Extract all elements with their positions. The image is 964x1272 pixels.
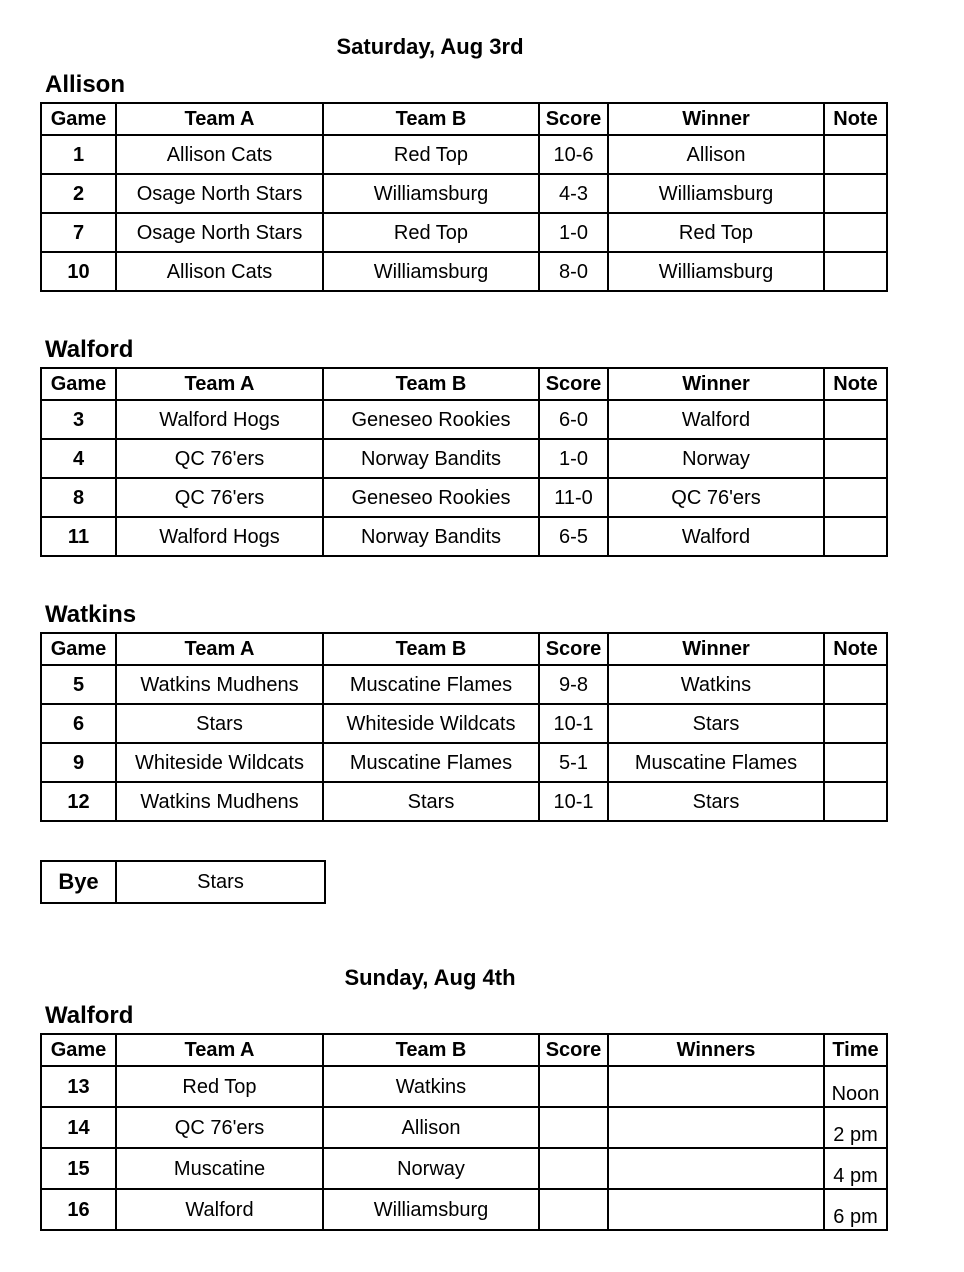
column-header: Note: [824, 103, 887, 135]
team-b-cell: Red Top: [323, 213, 539, 252]
table-row: [41, 400, 887, 439]
game-number-cell: 14: [41, 1107, 116, 1148]
team-a-cell: Watkins Mudhens: [116, 665, 323, 704]
game-number-cell: 4: [41, 439, 116, 478]
game-number-cell: 15: [41, 1148, 116, 1189]
game-number-cell: 1: [41, 135, 116, 174]
team-a-cell: QC 76'ers: [116, 1107, 323, 1148]
column-header: Team A: [116, 103, 323, 135]
score-cell: 1-0: [539, 439, 608, 478]
note-cell: [824, 478, 887, 517]
header-row: [41, 633, 887, 665]
winner-cell: Norway: [608, 439, 824, 478]
schedule-table-sunday: [40, 1033, 888, 1231]
score-cell: [539, 1189, 608, 1230]
site-title-watkins: Watkins: [45, 601, 137, 628]
team-b-cell: Williamsburg: [323, 252, 539, 291]
saturday-title: Saturday, Aug 3rd: [336, 34, 524, 59]
team-b-cell: Muscatine Flames: [323, 743, 539, 782]
game-number-cell: 12: [41, 782, 116, 821]
score-cell: 1-0: [539, 213, 608, 252]
table-row: [41, 517, 887, 556]
team-a-cell: Allison Cats: [116, 252, 323, 291]
table-row: [41, 1189, 887, 1230]
score-cell: 6-5: [539, 517, 608, 556]
table-row: [41, 174, 887, 213]
table-row: [41, 1107, 887, 1148]
note-cell: [824, 782, 887, 821]
table-row: [41, 743, 887, 782]
site-title-walford: Walford: [45, 336, 134, 363]
score-cell: [539, 1148, 608, 1189]
column-header: Team B: [323, 633, 539, 665]
team-b-cell: Stars: [323, 782, 539, 821]
game-number-cell: 16: [41, 1189, 116, 1230]
sunday-title: Sunday, Aug 4th: [344, 965, 516, 990]
header-row: [41, 1034, 887, 1066]
table-row: [41, 665, 887, 704]
score-cell: 5-1: [539, 743, 608, 782]
table-row: [41, 782, 887, 821]
column-header: Winner: [608, 633, 824, 665]
game-number-cell: 13: [41, 1066, 116, 1107]
game-number-cell: 3: [41, 400, 116, 439]
table-row: [41, 704, 887, 743]
column-header: Team A: [116, 368, 323, 400]
winner-cell: Red Top: [608, 213, 824, 252]
game-number-cell: 11: [41, 517, 116, 556]
table-row: [41, 252, 887, 291]
note-cell: [824, 400, 887, 439]
bye-table: [40, 860, 326, 904]
column-header: Score: [539, 1034, 608, 1066]
score-cell: 10-6: [539, 135, 608, 174]
schedule-table-watkins: [40, 632, 888, 822]
team-a-cell: Walford: [116, 1189, 323, 1230]
column-header: Score: [539, 103, 608, 135]
schedule-table-walford: [40, 367, 888, 557]
time-cell: Noon: [824, 1066, 887, 1107]
column-header: Winner: [608, 368, 824, 400]
column-header: Game: [41, 103, 116, 135]
winners-cell: [608, 1148, 824, 1189]
site-title-sunday-walford: Walford: [45, 1002, 134, 1029]
table-row: [41, 1066, 887, 1107]
time-cell: 6 pm: [824, 1189, 887, 1230]
game-number-cell: 2: [41, 174, 116, 213]
team-a-cell: Watkins Mudhens: [116, 782, 323, 821]
winner-cell: Williamsburg: [608, 174, 824, 213]
team-b-cell: Geneseo Rookies: [323, 400, 539, 439]
winner-cell: Williamsburg: [608, 252, 824, 291]
note-cell: [824, 252, 887, 291]
table-row: [41, 213, 887, 252]
bye-team: Stars: [116, 861, 325, 903]
column-header: Note: [824, 633, 887, 665]
score-cell: 6-0: [539, 400, 608, 439]
table-row: [41, 135, 887, 174]
column-header: Score: [539, 368, 608, 400]
note-cell: [824, 174, 887, 213]
time-cell: 2 pm: [824, 1107, 887, 1148]
team-b-cell: Muscatine Flames: [323, 665, 539, 704]
team-b-cell: Norway Bandits: [323, 439, 539, 478]
note-cell: [824, 743, 887, 782]
team-a-cell: Allison Cats: [116, 135, 323, 174]
team-a-cell: Red Top: [116, 1066, 323, 1107]
bye-label: Bye: [41, 861, 116, 903]
winner-cell: Stars: [608, 782, 824, 821]
team-a-cell: Osage North Stars: [116, 174, 323, 213]
column-header: Team B: [323, 1034, 539, 1066]
game-number-cell: 8: [41, 478, 116, 517]
note-cell: [824, 517, 887, 556]
team-a-cell: QC 76'ers: [116, 478, 323, 517]
team-a-cell: Walford Hogs: [116, 400, 323, 439]
team-b-cell: Geneseo Rookies: [323, 478, 539, 517]
winners-cell: [608, 1107, 824, 1148]
team-b-cell: Norway Bandits: [323, 517, 539, 556]
bye-row: [41, 861, 325, 903]
team-b-cell: Whiteside Wildcats: [323, 704, 539, 743]
table-row: [41, 439, 887, 478]
team-a-cell: Whiteside Wildcats: [116, 743, 323, 782]
table-row: [41, 1148, 887, 1189]
team-b-cell: Williamsburg: [323, 174, 539, 213]
game-number-cell: 5: [41, 665, 116, 704]
schedule-table-allison: [40, 102, 888, 292]
game-number-cell: 6: [41, 704, 116, 743]
game-number-cell: 10: [41, 252, 116, 291]
score-cell: 4-3: [539, 174, 608, 213]
score-cell: [539, 1107, 608, 1148]
note-cell: [824, 704, 887, 743]
score-cell: 9-8: [539, 665, 608, 704]
column-header: Time: [824, 1034, 887, 1066]
column-header: Winners: [608, 1034, 824, 1066]
note-cell: [824, 665, 887, 704]
header-row: [41, 103, 887, 135]
column-header: Winner: [608, 103, 824, 135]
column-header: Game: [41, 633, 116, 665]
column-header: Note: [824, 368, 887, 400]
winner-cell: QC 76'ers: [608, 478, 824, 517]
note-cell: [824, 135, 887, 174]
note-cell: [824, 213, 887, 252]
table-row: [41, 478, 887, 517]
score-cell: 8-0: [539, 252, 608, 291]
note-cell: [824, 439, 887, 478]
winners-cell: [608, 1189, 824, 1230]
winner-cell: Watkins: [608, 665, 824, 704]
score-cell: [539, 1066, 608, 1107]
column-header: Team B: [323, 103, 539, 135]
team-b-cell: Red Top: [323, 135, 539, 174]
team-b-cell: Watkins: [323, 1066, 539, 1107]
header-row: [41, 368, 887, 400]
score-cell: 10-1: [539, 782, 608, 821]
time-cell: 4 pm: [824, 1148, 887, 1189]
winner-cell: Walford: [608, 400, 824, 439]
column-header: Team B: [323, 368, 539, 400]
winners-cell: [608, 1066, 824, 1107]
game-number-cell: 7: [41, 213, 116, 252]
team-b-cell: Williamsburg: [323, 1189, 539, 1230]
score-cell: 10-1: [539, 704, 608, 743]
team-a-cell: Osage North Stars: [116, 213, 323, 252]
site-title-allison: Allison: [45, 71, 126, 98]
team-b-cell: Norway: [323, 1148, 539, 1189]
column-header: Game: [41, 368, 116, 400]
winner-cell: Walford: [608, 517, 824, 556]
team-b-cell: Allison: [323, 1107, 539, 1148]
team-a-cell: Muscatine: [116, 1148, 323, 1189]
team-a-cell: QC 76'ers: [116, 439, 323, 478]
winner-cell: Muscatine Flames: [608, 743, 824, 782]
column-header: Team A: [116, 633, 323, 665]
team-a-cell: Stars: [116, 704, 323, 743]
column-header: Game: [41, 1034, 116, 1066]
team-a-cell: Walford Hogs: [116, 517, 323, 556]
winner-cell: Allison: [608, 135, 824, 174]
winner-cell: Stars: [608, 704, 824, 743]
column-header: Team A: [116, 1034, 323, 1066]
column-header: Score: [539, 633, 608, 665]
game-number-cell: 9: [41, 743, 116, 782]
score-cell: 11-0: [539, 478, 608, 517]
